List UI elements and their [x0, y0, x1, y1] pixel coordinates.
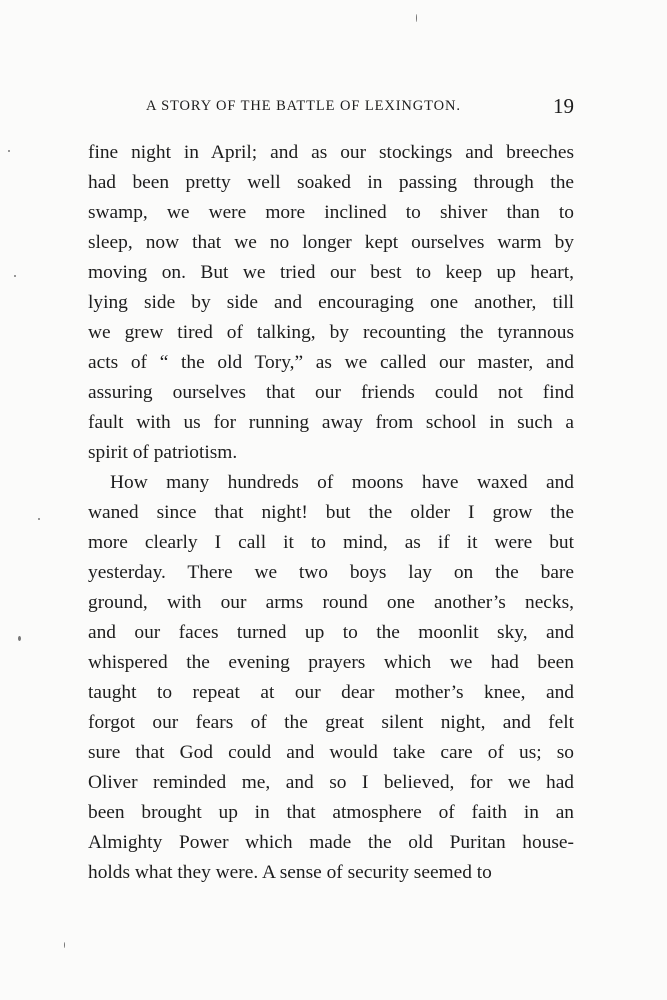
text-line: How many hundreds of moons have waxed and — [110, 472, 574, 493]
text-line: sure that God could and would take care of us; so — [88, 742, 574, 763]
scan-speck — [416, 14, 417, 22]
scan-speck — [64, 942, 65, 948]
text-line: forgot our fears of the great silent night, and felt — [88, 712, 574, 733]
text-line: yesterday. There we two boys lay on the bare — [88, 562, 574, 583]
text-line: sleep, now that we no longer kept ourselves warm by — [88, 232, 574, 253]
body-text — [88, 138, 574, 888]
scan-speck — [38, 518, 40, 520]
text-line: Oliver reminded me, and so I believed, for we had — [88, 772, 574, 793]
text-line: been brought up in that atmosphere of faith in an — [88, 802, 574, 823]
text-line: moving on. But we tried our best to keep up heart, — [88, 262, 574, 283]
text-line: we grew tired of talking, by recounting the tyrannous — [88, 322, 574, 343]
text-line: fault with us for running away from school in such a — [88, 412, 574, 433]
running-head — [88, 94, 574, 122]
text-line: acts of “ the old Tory,” as we called our master, and — [88, 352, 574, 373]
text-line: waned since that night! but the older I grow the — [88, 502, 574, 523]
text-line: swamp, we were more inclined to shiver than to — [88, 202, 574, 223]
text-line: Almighty Power which made the old Puritan house- — [88, 832, 574, 853]
running-title: A STORY OF THE BATTLE OF LEXINGTON. — [146, 98, 461, 114]
text-line: assuring ourselves that our friends could not find — [88, 382, 574, 403]
text-line: lying side by side and encouraging one another, till — [88, 292, 574, 313]
paragraph — [88, 138, 574, 468]
text-line: whispered the evening prayers which we had been — [88, 652, 574, 673]
text-line: had been pretty well soaked in passing through the — [88, 172, 574, 193]
text-line: and our faces turned up to the moonlit sky, and — [88, 622, 574, 643]
text-line: spirit of patriotism. — [88, 442, 238, 463]
scan-speck — [8, 150, 10, 152]
text-line: ground, with our arms round one another’s necks, — [88, 592, 574, 613]
scan-speck — [14, 275, 16, 277]
text-line: more clearly I call it to mind, as if it were but — [88, 532, 574, 553]
text-line: fine night in April; and as our stockings and breeches — [88, 142, 574, 163]
text-line: taught to repeat at our dear mother’s knee, and — [88, 682, 574, 703]
page-number: 19 — [553, 94, 574, 118]
paragraph — [88, 468, 574, 888]
text-line: holds what they were. A sense of security seemed to — [88, 862, 492, 883]
scan-speck — [18, 636, 21, 641]
